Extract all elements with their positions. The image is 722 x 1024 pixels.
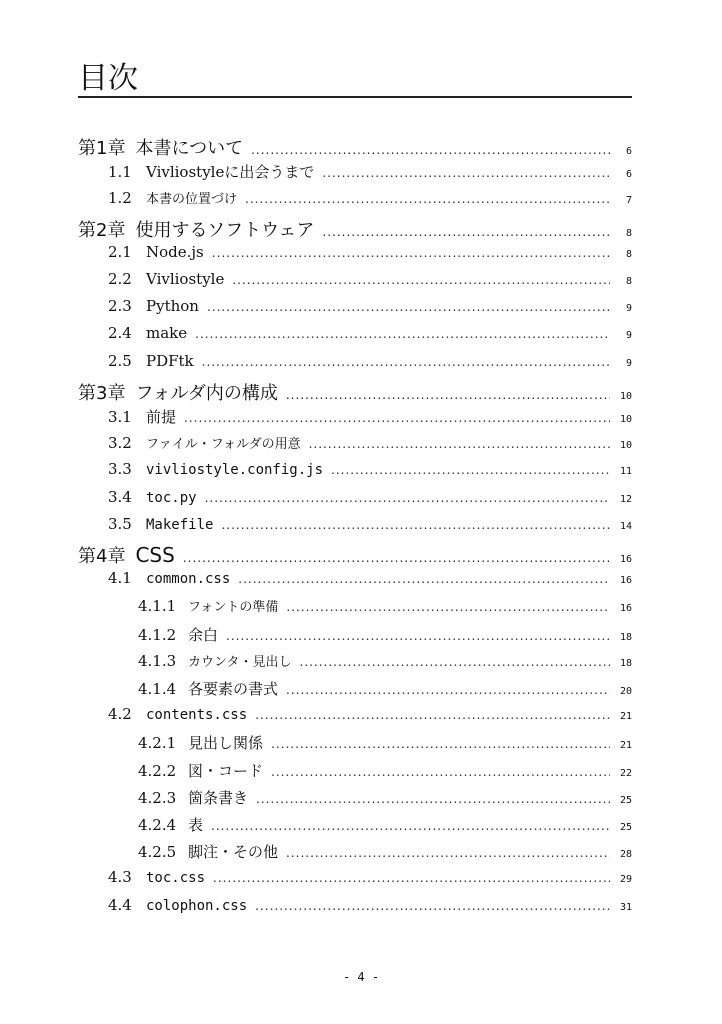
toc-entry-page: 29 (619, 874, 632, 886)
toc-entry[interactable] (138, 814, 632, 835)
toc-entry-title: PDFtk (146, 351, 194, 370)
toc-entry-title: カウンタ・見出し (188, 654, 292, 670)
toc-entry-page: 8 (625, 227, 632, 239)
toc-entry[interactable] (78, 134, 632, 160)
dot-leader (271, 737, 610, 751)
dot-leader (271, 765, 610, 779)
dot-leader (183, 551, 610, 565)
dot-leader (211, 819, 610, 833)
toc-entry-page: 9 (625, 330, 632, 342)
toc-entry-title: vivliostyle.config.js (146, 462, 324, 479)
toc-entry-page: 8 (625, 276, 632, 287)
toc-entry-title: 表 (188, 816, 204, 834)
toc-entry[interactable] (108, 569, 632, 587)
toc-entry-page: 10 (619, 440, 632, 452)
toc-entry-title: 脚注・その他 (188, 843, 279, 862)
toc-entry-page: 16 (619, 603, 632, 615)
toc-entry-page: 6 (625, 169, 632, 181)
dot-leader (286, 600, 610, 614)
dot-leader (213, 871, 610, 885)
toc-entry-number: 第1章 (78, 138, 126, 159)
dot-leader (226, 629, 610, 643)
toc-entry-number: 1.2 (108, 189, 132, 208)
toc-entry[interactable] (108, 433, 632, 452)
toc-entry-number: 4.2.4 (138, 816, 177, 834)
toc-entry-page: 14 (619, 520, 632, 532)
toc-entry[interactable] (108, 161, 632, 182)
toc-entry-page: 25 (619, 794, 632, 806)
toc-entry-number: 3.4 (108, 487, 132, 506)
toc-entry-number: 3.3 (108, 460, 132, 479)
dot-leader (245, 192, 610, 206)
dot-leader (251, 143, 610, 157)
toc-entry-number: 1.1 (108, 163, 132, 182)
toc-entry-page: 31 (619, 901, 632, 913)
dot-leader (255, 708, 610, 722)
toc-entry-title: 前提 (146, 408, 177, 426)
toc-entry-page: 12 (619, 493, 632, 505)
toc-entry-title: 本書の位置づけ (146, 192, 238, 208)
toc-entry[interactable] (78, 542, 632, 568)
dot-leader (207, 300, 610, 314)
dot-leader (255, 899, 610, 913)
toc-entry[interactable] (108, 243, 632, 261)
dot-leader (184, 411, 610, 425)
toc-entry-page: 25 (619, 822, 632, 833)
dot-leader (309, 437, 610, 451)
toc-entry[interactable] (108, 324, 632, 342)
dot-leader (322, 166, 610, 180)
toc-entry-number: 4.4 (108, 895, 132, 914)
toc-entry-title: 見出し関係 (188, 734, 264, 753)
toc-entry-number: 4.1.3 (138, 651, 177, 670)
dot-leader (202, 355, 610, 369)
toc-entry-page: 21 (619, 740, 632, 752)
toc-entry-page: 9 (625, 303, 632, 315)
toc-entry-page: 16 (619, 575, 632, 587)
toc-entry-number: 4.1.1 (138, 597, 177, 616)
toc-entry-number: 4.2.1 (138, 734, 177, 753)
toc-entry[interactable] (108, 188, 632, 207)
toc-entry-title: 箇条書き (188, 788, 249, 807)
toc-entry-title: Vivliostyleに出会うまで (146, 163, 315, 182)
toc-entry-title: Makefile (146, 516, 214, 533)
dot-leader (299, 655, 610, 669)
toc-entry-title: contents.css (146, 707, 248, 724)
toc-entry-number: 4.3 (108, 868, 132, 887)
toc-entry-number: 4.2 (108, 705, 132, 724)
toc-entry-number: 4.2.3 (138, 788, 177, 807)
dot-leader (322, 225, 610, 239)
toc-entry-title: ファイル・フォルダの用意 (146, 437, 301, 453)
dot-leader (221, 518, 610, 532)
toc-entry-page: 8 (625, 248, 632, 260)
toc-entry-title: CSS (135, 543, 175, 567)
dot-leader (195, 327, 610, 341)
toc-entry-number: 4.1.4 (138, 680, 177, 698)
toc-entry-page: 6 (625, 146, 632, 157)
toc-entry-number: 2.1 (108, 242, 132, 261)
toc-entry-number: 3.5 (108, 514, 132, 533)
toc-entry-page: 22 (619, 767, 632, 779)
toc-entry-number: 4.1.2 (138, 625, 177, 644)
dot-leader (331, 463, 610, 477)
toc-entry-number: 第3章 (78, 382, 126, 404)
toc-entry[interactable] (108, 488, 632, 506)
toc-entry-title: 各要素の書式 (188, 680, 279, 698)
toc-entry-page: 9 (625, 357, 632, 369)
toc-entry[interactable] (78, 216, 632, 242)
toc-entry-title: 本書について (135, 138, 244, 159)
toc-entry-number: 第2章 (78, 219, 126, 241)
toc-entry-number: 2.4 (108, 324, 132, 343)
toc-entry[interactable] (108, 896, 632, 914)
toc-entry-page: 18 (619, 631, 632, 643)
toc-entry-number: 4.2.5 (138, 843, 177, 862)
toc-entry[interactable] (108, 406, 632, 427)
toc-entry-number: 2.3 (108, 297, 132, 316)
toc-entry-number: 第4章 (78, 546, 126, 567)
toc-entry[interactable] (138, 596, 632, 615)
toc-entry[interactable] (108, 297, 632, 315)
toc-entry-page: 21 (619, 711, 632, 723)
toc-entry-title: toc.css (146, 870, 206, 887)
toc-entry-title: Python (146, 297, 199, 316)
toc-entry[interactable] (108, 352, 632, 370)
toc-entry-page: 10 (619, 414, 632, 425)
toc-entry-title: 使用するソフトウェア (135, 219, 315, 241)
toc-entry[interactable] (108, 270, 632, 288)
toc-entry[interactable] (108, 868, 632, 886)
toc-entry-title: 余白 (188, 625, 219, 644)
toc-entry-page: 7 (625, 195, 632, 207)
toc-entry-number: 2.5 (108, 351, 132, 370)
toc-entry[interactable] (108, 515, 632, 533)
toc-entry[interactable] (138, 787, 632, 808)
toc-entry[interactable] (138, 841, 632, 862)
toc-entry-title: フォントの準備 (188, 600, 279, 616)
dot-leader (286, 846, 610, 860)
toc-entry[interactable] (138, 678, 632, 699)
toc-entry-number: 3.1 (108, 408, 132, 426)
toc-entry[interactable] (108, 460, 632, 478)
page-title: 目次 (78, 62, 632, 98)
toc-entry[interactable] (108, 705, 632, 723)
toc-entry-number: 4.1 (108, 569, 132, 588)
toc-entry-title: フォルダ内の構成 (135, 382, 278, 404)
dot-leader (286, 388, 610, 402)
toc-entry-number: 2.2 (108, 270, 132, 288)
toc-entry[interactable] (78, 379, 632, 405)
toc-entry-title: Vivliostyle (146, 270, 225, 288)
toc-entry[interactable] (138, 732, 632, 753)
toc-entry-page: 20 (619, 686, 632, 697)
dot-leader (205, 491, 610, 505)
dot-leader (238, 572, 610, 586)
toc-entry[interactable] (138, 651, 632, 670)
toc-entry-title: 図・コード (188, 761, 264, 780)
toc-entry-number: 4.2.2 (138, 761, 177, 780)
toc-entry[interactable] (138, 624, 632, 645)
toc-entry-page: 10 (619, 390, 632, 402)
toc-entry-page: 18 (619, 657, 632, 669)
dot-leader (256, 792, 610, 806)
toc-entry-title: colophon.css (146, 897, 248, 914)
toc-entry-number: 3.2 (108, 434, 132, 453)
toc-entry-page: 11 (619, 466, 632, 478)
page-number-footer: - 4 - (342, 970, 380, 984)
dot-leader (286, 683, 610, 697)
dot-leader (232, 273, 610, 287)
toc-entry-page: 28 (619, 849, 632, 861)
toc-entry-title: make (146, 324, 188, 343)
toc-entry-title: common.css (146, 571, 231, 588)
toc-entry-title: Node.js (146, 242, 204, 261)
toc-entry-page: 16 (619, 554, 632, 565)
toc-entry-title: toc.py (146, 489, 197, 506)
dot-leader (212, 246, 610, 260)
toc-entry[interactable] (138, 760, 632, 781)
